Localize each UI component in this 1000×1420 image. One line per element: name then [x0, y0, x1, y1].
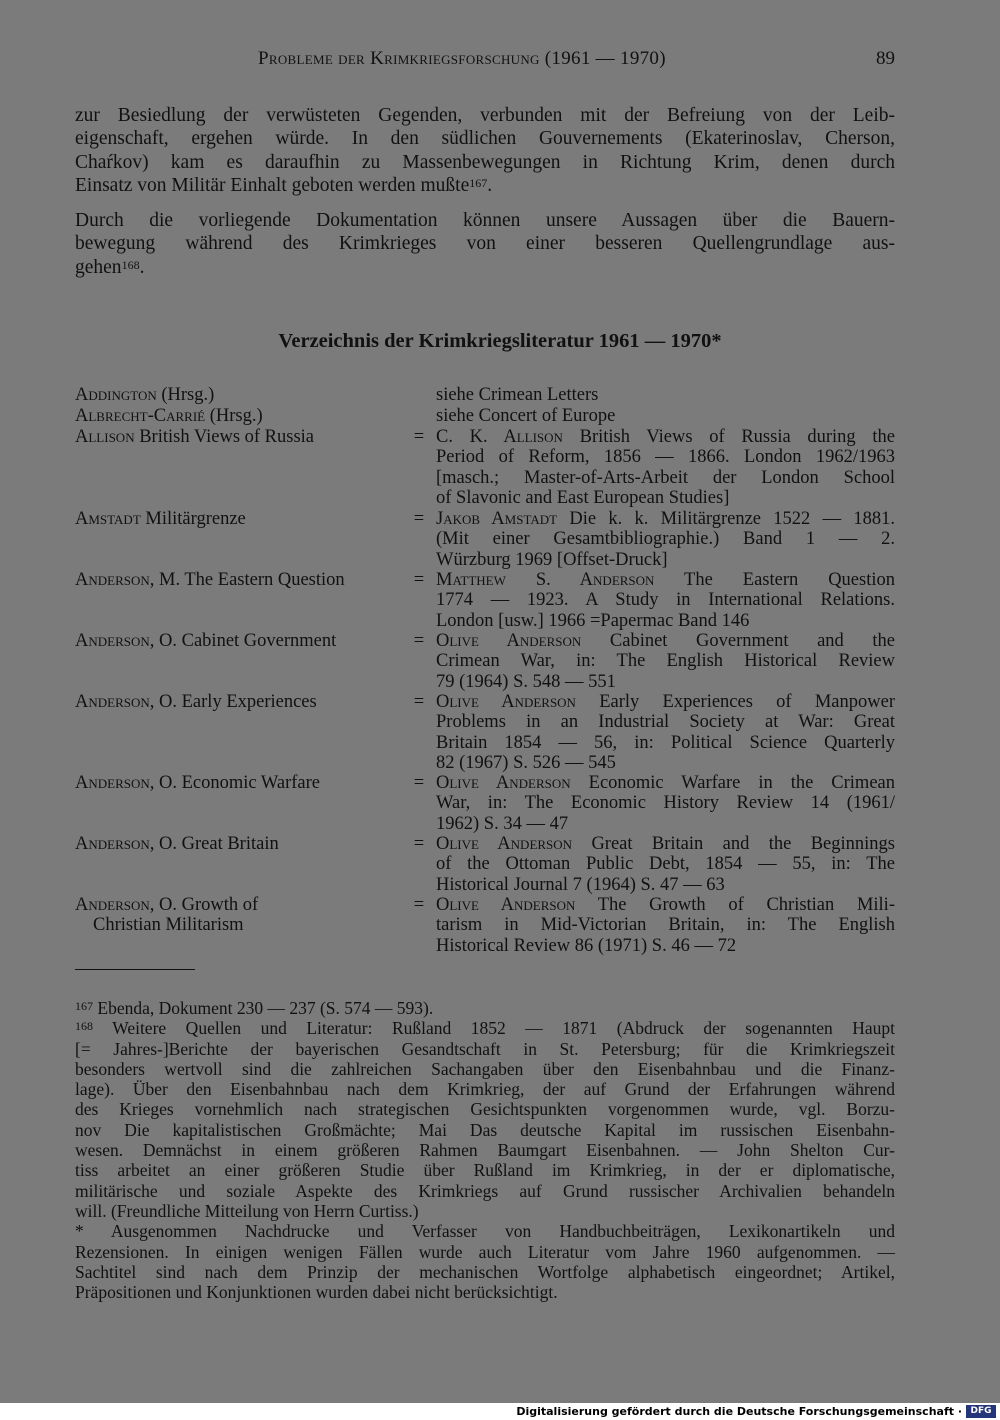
footnote-text: Weitere Quellen und Literatur: Rußland 1852 — 1871 (Abdruck der sogenannten Haupt [93, 1018, 895, 1039]
ref-line [436, 631, 895, 651]
key-author: Albrecht-Carrié [75, 406, 206, 426]
key-author: Anderson [75, 895, 150, 915]
key-rest: (Hrsg.) [205, 406, 263, 426]
footnote-mark: 167 [75, 999, 93, 1013]
key-rest: , O. Economic Warfare [149, 773, 321, 793]
entry-reference [436, 773, 895, 834]
footnote-line: nov Die kapitalistischen Großmächte; Mai Das deutsche Kapital im russischen Eisenbahn- [75, 1119, 895, 1140]
key-continuation: Christian Militarism [93, 915, 244, 936]
ref-line: siehe Concert of Europe [436, 406, 616, 426]
key-author: Anderson [75, 631, 150, 651]
ref-line: London [usw.] 1966 =Papermac Band 146 [436, 610, 750, 631]
text-line-last [75, 256, 895, 279]
ref-line: siehe Crimean Letters [436, 385, 599, 405]
equals-sign: = [413, 834, 425, 854]
ref-line: 79 (1964) S. 548 — 551 [436, 671, 616, 692]
key-author: Anderson [75, 570, 150, 590]
key-rest: Militärgrenze [140, 509, 246, 529]
key-author: Anderson [75, 773, 150, 793]
footnote-text: Ausgenommen Nachdrucke und Verfasser von Handbuchbeiträgen, Lexikonartikeln und [83, 1221, 895, 1242]
ref-line: of the Ottoman Public Debt, 1854 — 55, in: The [436, 854, 895, 875]
sentence-end: . [139, 256, 145, 278]
entry-key [75, 570, 405, 590]
running-title: Probleme der Krimkriegsforschung (1961 — 1970) [258, 48, 666, 69]
text-line: bewegung während des Krimkrieges von einer besseren Quellengrundlage aus- [75, 233, 895, 255]
key-rest: , O. Early Experiences [149, 692, 317, 712]
entry-key [75, 834, 405, 854]
ref-line: Britain 1854 — 56, in: Political Science Quarterly [436, 732, 895, 753]
entry-reference [436, 427, 895, 509]
text-line: gehen [75, 256, 122, 278]
footnote-168 [75, 1018, 895, 1221]
ref-line: of Slavonic and East European Studies] [436, 488, 730, 509]
entry-key [75, 509, 405, 529]
page-number: 89 [876, 48, 895, 69]
ref-line: 1962) S. 34 — 47 [436, 813, 569, 834]
dfg-credit: Digitalisierung gefördert durch die Deutsche Forschungsgemeinschaft · [516, 1405, 962, 1418]
ref-line: 82 (1967) S. 526 — 545 [436, 753, 616, 774]
ref-text: Cabinet Government and the [581, 631, 895, 651]
ref-line [436, 509, 895, 529]
text-line: zur Besiedlung der verwüsteten Gegenden, verbunden mit der Befreiung von der Leib- [75, 105, 895, 126]
ref-line: Crimean War, in: The English Historical Review [436, 651, 895, 672]
footnote-divider [75, 969, 195, 970]
ref-author: Olive Anderson [436, 773, 571, 793]
key-author: Anderson [75, 834, 150, 854]
ref-author: Olive Anderson [436, 834, 573, 854]
ref-line [436, 692, 895, 712]
key-rest: , O. Cabinet Government [149, 631, 337, 651]
equals-sign: = [413, 773, 425, 793]
footnote-line: [= Jahres-]Berichte der bayerischen Gesandtschaft in St. Petersburg; für die Krimkriegszeit [75, 1038, 895, 1059]
footnote-167 [75, 998, 895, 1018]
section-title: Verzeichnis der Krimkriegsliteratur 1961 — 1970* [278, 330, 722, 352]
ref-line: War, in: The Economic History Review 14 (1961/ [436, 793, 895, 814]
entry-key [75, 692, 405, 712]
entry-key [75, 406, 405, 426]
ref-line [436, 834, 895, 854]
footnote-line: Präpositionen und Konjunktionen wurden dabei nicht berücksichtigt. [75, 1282, 558, 1303]
ref-line [436, 570, 895, 590]
footnotes [75, 998, 895, 1302]
footnote-ref-168[interactable]: 168 [121, 257, 140, 272]
entry-key [75, 385, 405, 405]
ref-text: British Views of Russia during the [562, 427, 895, 447]
ref-line: Würzburg 1969 [Offset-Druck] [436, 549, 668, 570]
entry-reference [436, 692, 895, 774]
footnote-text: Ebenda, Dokument 230 — 237 (S. 574 — 593). [93, 998, 434, 1018]
ref-text: The Eastern Question [654, 570, 895, 590]
footnote-mark: 168 [75, 1019, 93, 1034]
key-author: Amstadt [75, 509, 141, 529]
ref-text: The Growth of Christian Mili- [575, 895, 895, 915]
key-author: Allison [75, 427, 135, 447]
ref-line: (Mit einer Gesamtbibliographie.) Band 1 — 2. [436, 529, 895, 550]
key-author: Addington [75, 385, 157, 405]
entry-reference [436, 509, 895, 570]
footnote-line [75, 1221, 895, 1241]
ref-line: Problems in an Industrial Society at War: Great [436, 712, 895, 733]
ref-author: Olive Anderson [436, 692, 576, 712]
footnote-line: lage). Über den Eisenbahnbau nach dem Krimkrieg, der auf Grund der Erfahrungen während [75, 1079, 895, 1100]
equals-sign: = [413, 570, 425, 590]
equals-sign: = [413, 427, 425, 447]
entry-key [75, 631, 405, 651]
footnote-line: Rezensionen. In einigen wenigen Fällen wurde auch Literatur vom Jahre 1960 aufgenommen. — [75, 1241, 895, 1262]
footnote-line: Sachtitel sind nach dem Prinzip der mechanischen Wortfolge alphabetisch eingeordnet; Artikel, [75, 1261, 895, 1282]
ref-line: tarism in Mid-Victorian Britain, in: The English [436, 915, 895, 936]
ref-line: Period of Reform, 1856 — 1866. London 1962/1963 [436, 447, 895, 468]
ref-line: Historical Journal 7 (1964) S. 47 — 63 [436, 874, 725, 895]
entry-key [75, 895, 405, 936]
ref-line [436, 427, 895, 447]
text-line-last [75, 174, 895, 197]
paragraph-1 [75, 104, 895, 197]
ref-author: Matthew S. Anderson [436, 570, 655, 590]
paragraph-2 [75, 209, 895, 279]
footnote-line: tiss arbeitet an einer größeren Studie über Rußland im Krimkrieg, in der er diplomatische, [75, 1160, 895, 1181]
footnote-ref-167[interactable]: 167 [469, 175, 488, 190]
footnote-line: besonders wertvoll sind die zahlreichen Sachangaben über den Eisenbahnbau und die Finanz- [75, 1058, 895, 1079]
entry-reference [436, 834, 895, 895]
ref-line: 1774 — 1923. A Study in International Relations. [436, 590, 895, 611]
key-rest: British Views of Russia [134, 427, 315, 447]
text-line: eigenschaft, ergehen würde. In den südlichen Gouvernements (Ekaterinoslav, Cherson, [75, 128, 895, 150]
entry-reference [436, 406, 895, 426]
footnote-line [75, 1018, 895, 1038]
footnote-line: wesen. Demnächst in einem größeren Rahmen Baumgart Eisenbahnen. — John Shelton Cur- [75, 1140, 895, 1161]
entry-reference [436, 895, 895, 956]
text-line: Chaŕkov) kam es daraufhin zu Massenbewegungen in Richtung Krim, denen durch [75, 151, 895, 173]
sentence-end: . [487, 174, 493, 196]
equals-sign: = [413, 509, 425, 529]
ref-line: Historical Review 86 (1971) S. 46 — 72 [436, 935, 737, 956]
text-line: Durch die vorliegende Dokumentation können unsere Aussagen über die Bauern- [75, 210, 895, 231]
footnote-line: militärische und soziale Aspekte des Krimkriegs auf Grund russischer Archivalien behandeln [75, 1180, 895, 1201]
ref-author: Olive Anderson [436, 631, 582, 651]
entry-key [75, 773, 405, 793]
key-rest: , O. Great Britain [149, 834, 279, 854]
entry-key [75, 427, 405, 447]
ref-line [436, 895, 895, 915]
key-rest: , O. Growth of [149, 895, 259, 915]
ref-text: Great Britain and the Beginnings [572, 834, 895, 854]
footnote-star [75, 1221, 895, 1302]
footnote-line: will. (Freundliche Mitteilung von Herrn Curtiss.) [75, 1200, 419, 1221]
ref-text: Die k. k. Militärgrenze 1522 — 1881. [557, 509, 896, 529]
ref-line: [masch.; Master-of-Arts-Arbeit der London School [436, 467, 895, 488]
page-header [75, 48, 895, 74]
text-line: Einsatz von Militär Einhalt geboten werden mußte [75, 174, 470, 196]
ref-text: Early Experiences of Manpower [575, 692, 895, 712]
footnote-line: des Krieges vornehmlich nach strategischen Gesichtspunkten vorgenommen wurde, vgl. Borzu- [75, 1099, 895, 1120]
entry-reference [436, 385, 895, 405]
equals-sign: = [413, 895, 425, 915]
entry-reference [436, 570, 895, 631]
key-author: Anderson [75, 692, 150, 712]
entry-reference [436, 631, 895, 692]
ref-author: C. K. Allison [436, 427, 563, 447]
key-rest: (Hrsg.) [156, 385, 215, 405]
digitization-footer [0, 1403, 1000, 1420]
dfg-logo-icon[interactable]: DFG [966, 1405, 996, 1418]
ref-author: Olive Anderson [436, 895, 576, 915]
ref-author: Jakob Amstadt [436, 509, 558, 529]
equals-sign: = [413, 692, 425, 712]
key-rest: , M. The Eastern Question [149, 570, 345, 590]
ref-text: Economic Warfare in the Crimean [570, 773, 895, 793]
footnote-mark: * [75, 1221, 84, 1242]
equals-sign: = [413, 631, 425, 651]
ref-line [436, 773, 895, 793]
